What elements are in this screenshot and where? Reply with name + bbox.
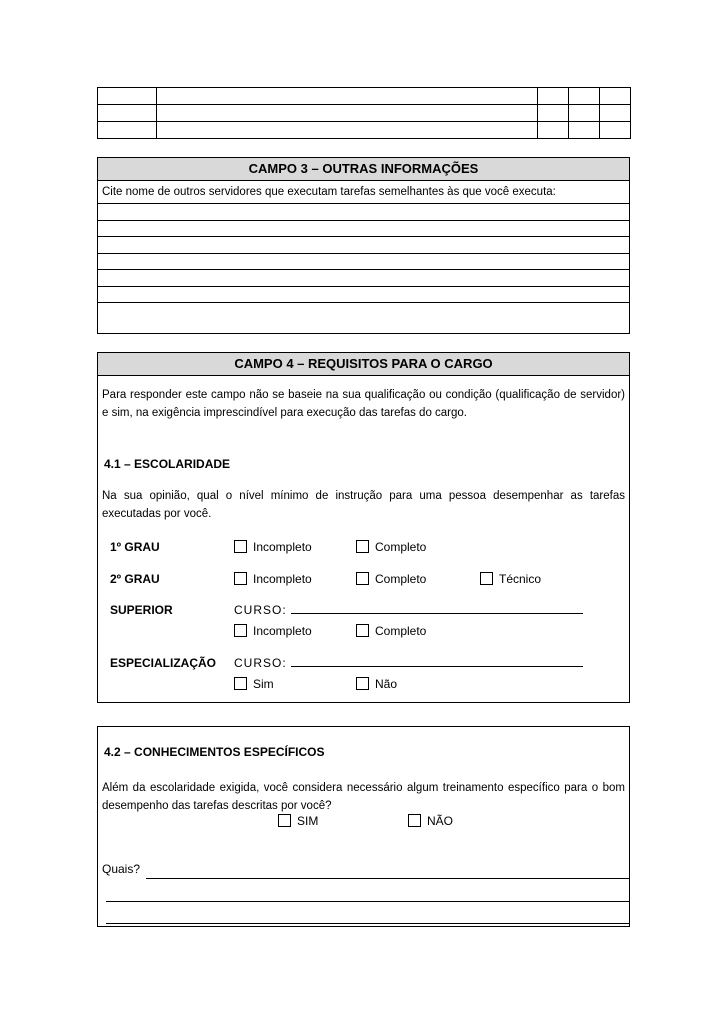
checkbox[interactable] <box>356 677 369 690</box>
option-label: Completo <box>375 624 427 638</box>
especializacao-sim[interactable] <box>234 677 274 691</box>
quais-label: Quais? <box>102 862 141 876</box>
superior-completo[interactable] <box>356 624 426 638</box>
primeiro-grau-incompleto[interactable] <box>234 540 312 554</box>
checkbox[interactable] <box>234 572 247 585</box>
option-label: NÃO <box>427 814 454 828</box>
conhecimentos-nao[interactable] <box>408 814 453 828</box>
previous-table <box>97 87 631 139</box>
checkbox[interactable] <box>278 814 291 827</box>
especializacao-curso-field[interactable] <box>234 656 583 670</box>
table-row <box>98 105 631 122</box>
option-label: Técnico <box>499 572 542 586</box>
conhecimentos-sim[interactable] <box>278 814 318 828</box>
answer-line[interactable] <box>98 204 629 221</box>
table-cell[interactable] <box>538 105 569 122</box>
table-row <box>98 88 631 105</box>
option-label: Completo <box>375 572 427 586</box>
option-label: Incompleto <box>253 540 312 554</box>
table-cell[interactable] <box>600 88 631 105</box>
table-cell[interactable] <box>157 88 538 105</box>
checkbox[interactable] <box>234 677 247 690</box>
option-label: Não <box>375 677 398 691</box>
campo3-prompt: Cite nome de outros servidores que executam tarefas semelhantes às que você executa: <box>98 181 629 204</box>
option-label: Completo <box>375 540 427 554</box>
checkbox[interactable] <box>356 572 369 585</box>
section-42-title: 4.2 – CONHECIMENTOS ESPECÍFICOS <box>104 745 325 759</box>
campo4-header: CAMPO 4 – REQUISITOS PARA O CARGO <box>98 353 629 376</box>
section-41-question: Na sua opinião, qual o nível mínimo de instrução para uma pessoa desempenhar as tarefas executadas por você. <box>102 490 625 520</box>
table-cell[interactable] <box>157 105 538 122</box>
campo42-box <box>97 726 630 927</box>
checkbox[interactable] <box>480 572 493 585</box>
option-label: Incompleto <box>253 624 312 638</box>
checkbox[interactable] <box>356 540 369 553</box>
primeiro-grau-completo[interactable] <box>356 540 426 554</box>
answer-line[interactable] <box>98 303 629 320</box>
table-cell[interactable] <box>98 88 157 105</box>
answer-line[interactable] <box>98 254 629 271</box>
primeiro-grau-label: 1º GRAU <box>110 540 160 554</box>
curso-input-line[interactable] <box>291 656 583 667</box>
table-cell[interactable] <box>600 105 631 122</box>
campo3-header: CAMPO 3 – OUTRAS INFORMAÇÕES <box>98 158 629 181</box>
table-cell[interactable] <box>569 88 600 105</box>
especializacao-label: ESPECIALIZAÇÃO <box>110 656 217 670</box>
option-label: SIM <box>297 814 319 828</box>
table-cell[interactable] <box>98 122 157 139</box>
segundo-grau-incompleto[interactable] <box>234 572 312 586</box>
answer-line[interactable] <box>98 237 629 254</box>
checkbox[interactable] <box>234 540 247 553</box>
section-41-title: 4.1 – ESCOLARIDADE <box>104 457 231 471</box>
table-cell[interactable] <box>569 122 600 139</box>
segundo-grau-label: 2º GRAU <box>110 572 160 586</box>
option-label: Incompleto <box>253 572 312 586</box>
checkbox[interactable] <box>234 624 247 637</box>
table-cell[interactable] <box>569 105 600 122</box>
table-cell[interactable] <box>600 122 631 139</box>
campo4-box <box>97 352 630 703</box>
quais-line[interactable] <box>106 923 629 924</box>
campo4-intro: Para responder este campo não se baseie na sua qualificação ou condição (qualificação de servidor) e sim, na exigência imprescindível para execução das tarefas do cargo. <box>102 389 625 419</box>
curso-input-line[interactable] <box>291 603 583 614</box>
answer-line[interactable] <box>98 270 629 287</box>
quais-line[interactable] <box>146 878 629 879</box>
section-42-question: Além da escolaridade exigida, você considera necessário algum treinamento específico para o bom desempenho das tarefas descritas por você? <box>102 782 625 812</box>
table-cell[interactable] <box>157 122 538 139</box>
checkbox[interactable] <box>408 814 421 827</box>
table-cell[interactable] <box>98 105 157 122</box>
checkbox[interactable] <box>356 624 369 637</box>
curso-label: CURSO: <box>234 603 287 617</box>
superior-curso-field[interactable] <box>234 603 583 617</box>
especializacao-nao[interactable] <box>356 677 397 691</box>
segundo-grau-completo[interactable] <box>356 572 426 586</box>
superior-label: SUPERIOR <box>110 603 173 617</box>
superior-incompleto[interactable] <box>234 624 312 638</box>
option-label: Sim <box>253 677 274 691</box>
quais-line[interactable] <box>106 901 629 902</box>
answer-line[interactable] <box>98 221 629 238</box>
campo3-box <box>97 157 630 334</box>
table-cell[interactable] <box>538 122 569 139</box>
table-row <box>98 122 631 139</box>
curso-label: CURSO: <box>234 656 287 670</box>
table-cell[interactable] <box>538 88 569 105</box>
answer-line[interactable] <box>98 287 629 304</box>
segundo-grau-tecnico[interactable] <box>480 572 541 586</box>
